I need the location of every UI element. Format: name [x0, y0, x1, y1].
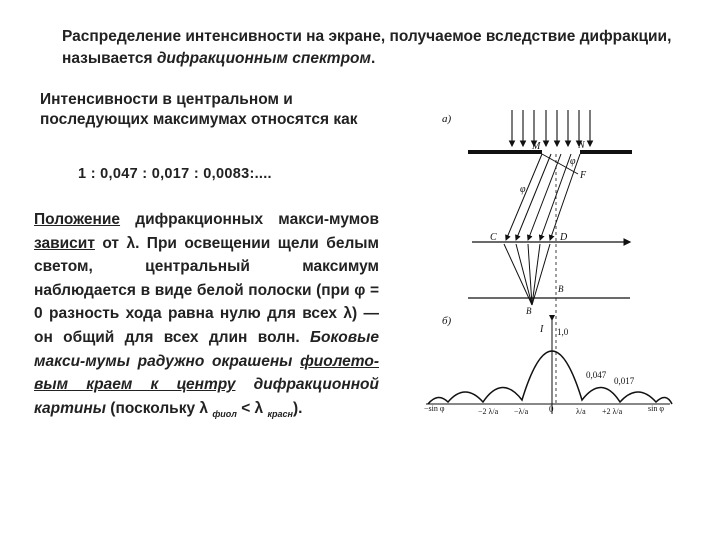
explanation-paragraph [34, 208, 379, 426]
tick-p1: λ/a [576, 407, 586, 416]
para-position: Положение [34, 211, 121, 228]
slide-title [62, 26, 682, 70]
para-text-1: дифракционных макси-мумов [120, 211, 379, 228]
tick-p2: +2 λ/a [602, 407, 623, 416]
para-end: ). [293, 399, 303, 417]
para-because: (поскольку λ [105, 399, 213, 417]
diffraction-diagram [420, 92, 680, 432]
sub-red: красн [267, 408, 293, 419]
para-depends: зависит [34, 234, 95, 252]
label-b: б) [442, 315, 452, 327]
point-d: D [560, 232, 568, 243]
point-f: F [580, 170, 587, 181]
para-less: < λ [236, 399, 268, 417]
point-c: C [490, 232, 497, 243]
label-a: а) [442, 113, 452, 125]
title-term: дифракционным спектром [156, 50, 371, 67]
diffracted-rays [504, 154, 580, 305]
phi-right: φ [570, 156, 576, 167]
title-text: Распределение интенсивности на экране, получаемое вследствие дифракции, называется [62, 28, 672, 67]
point-b-top: B [558, 284, 564, 294]
diffraction-figure [420, 92, 680, 437]
axis-right-label: sin φ [648, 404, 664, 413]
title-period: . [370, 50, 376, 67]
point-m: M [532, 141, 541, 152]
para-side-maxima: Боковые макси-мумы радужно окрашены [34, 328, 379, 370]
peak-1-label: 0,047 [586, 370, 607, 380]
para-text-2: от λ. При освещении щели белым светом, центральный максимум наблюдается в виде белой полоски (при φ = 0 разность хода равна нулю для всех λ) — он общий для всех длин волн. [34, 234, 379, 346]
intensity-label: I [540, 324, 544, 335]
peak-center-label: 1,0 [557, 327, 569, 337]
point-n: N [578, 140, 585, 151]
tick-m1: −λ/a [514, 407, 529, 416]
intensity-curve [428, 351, 672, 404]
intensity-intro: Интенсивности в центральном и последующих максимумах относятся как [40, 91, 358, 128]
para-pattern: дифракционной картины [34, 376, 379, 417]
point-b-bottom: B [526, 306, 532, 316]
axis-left-label: −sin φ [424, 404, 445, 413]
phi-left: φ [520, 184, 526, 195]
tick-m2: −2 λ/a [478, 407, 499, 416]
peak-2-label: 0,017 [614, 376, 635, 386]
intensity-ratio: 1 : 0,047 : 0,017 : 0,0083:.... [78, 166, 272, 182]
zero-label: 0 [549, 404, 554, 414]
sub-violet: фиол [212, 408, 237, 419]
para-violet-edge: фиолето-вым краем к центру [34, 352, 379, 394]
